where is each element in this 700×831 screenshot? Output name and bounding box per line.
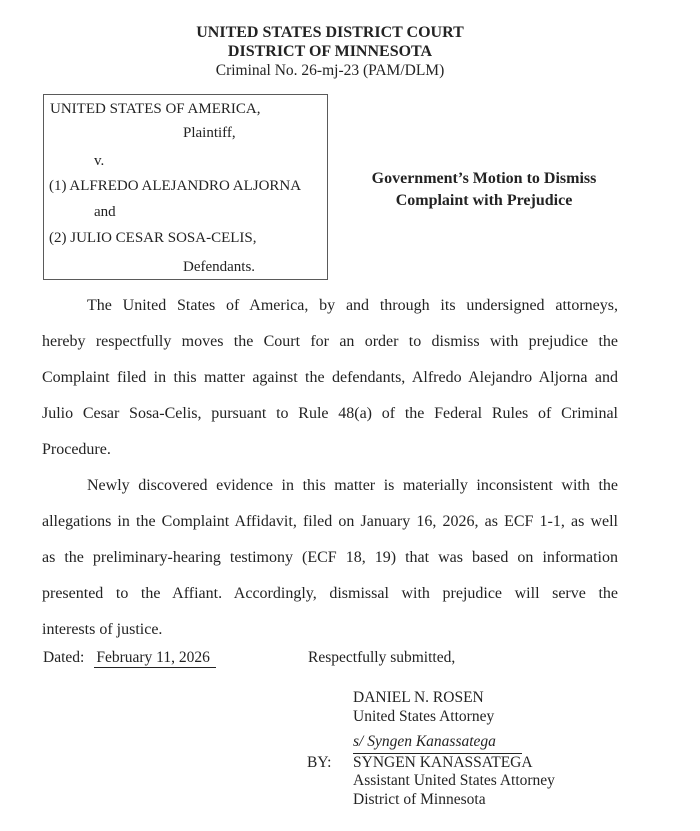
body-line: allegations in the Complaint Affidavit, filed on January 16, 2026, as ECF 1-1, as well xyxy=(42,513,618,530)
and-conjunction: and xyxy=(94,204,116,220)
us-attorney-title: United States Attorney xyxy=(353,707,495,725)
plaintiff-role: Plaintiff, xyxy=(183,125,236,141)
body-line: as the preliminary-hearing testimony (ECF 18, 19) that was based on information xyxy=(42,549,618,566)
court-header xyxy=(42,23,618,80)
dated-label: Dated: xyxy=(43,649,85,666)
court-name: UNITED STATES DISTRICT COURT xyxy=(196,24,464,41)
ausa-name: SYNGEN KANASSATEGA xyxy=(353,753,533,771)
body-line: interests of justice. xyxy=(42,621,163,638)
body-line: Procedure. xyxy=(42,441,111,458)
versus-label: v. xyxy=(94,153,105,169)
ausa-title: Assistant United States Attorney xyxy=(353,772,555,789)
signature-block xyxy=(307,689,555,809)
motion-body xyxy=(42,288,618,648)
dated-value: February 11, 2026 xyxy=(94,649,216,668)
motion-title-line2: Complaint with Prejudice xyxy=(395,192,573,209)
case-number: Criminal No. 26-mj-23 (PAM/DLM) xyxy=(215,62,445,79)
plaintiff-name: UNITED STATES OF AMERICA, xyxy=(50,101,261,117)
us-attorney-name: DANIEL N. ROSEN xyxy=(353,689,484,706)
signature-line-wrap xyxy=(353,733,555,754)
body-line: hereby respectfully moves the Court for an order to dismiss with prejudice the xyxy=(42,333,618,350)
defendant-1: (1) ALFREDO ALEJANDRO ALJORNA xyxy=(49,178,302,194)
body-line: Complaint filed in this matter against the defendants, Alfredo Alejandro Aljorna and xyxy=(42,369,618,386)
body-line: The United States of America, by and through its undersigned attorneys, xyxy=(87,297,618,314)
signature-line: s/ Syngen Kanassatega xyxy=(353,733,522,754)
body-line: Julio Cesar Sosa-Celis, pursuant to Rule 48(a) of the Federal Rules of Criminal xyxy=(42,405,618,422)
defendant-2: (2) JULIO CESAR SOSA-CELIS, xyxy=(49,230,257,246)
respectfully-submitted: Respectfully submitted, xyxy=(308,649,456,666)
ausa-district: District of Minnesota xyxy=(353,790,486,808)
defendants-role: Defendants. xyxy=(183,259,256,275)
by-row xyxy=(307,754,555,773)
district-name: DISTRICT OF MINNESOTA xyxy=(227,43,433,60)
dated-row xyxy=(43,648,620,670)
by-label: BY: xyxy=(307,753,332,771)
body-line: presented to the Affiant. Accordingly, dismissal with prejudice will serve the xyxy=(42,585,618,602)
motion-title xyxy=(338,168,630,212)
motion-title-line1: Government’s Motion to Dismiss xyxy=(371,170,597,187)
body-line: Newly discovered evidence in this matter is materially inconsistent with the xyxy=(87,477,618,494)
case-caption-box xyxy=(43,94,328,280)
